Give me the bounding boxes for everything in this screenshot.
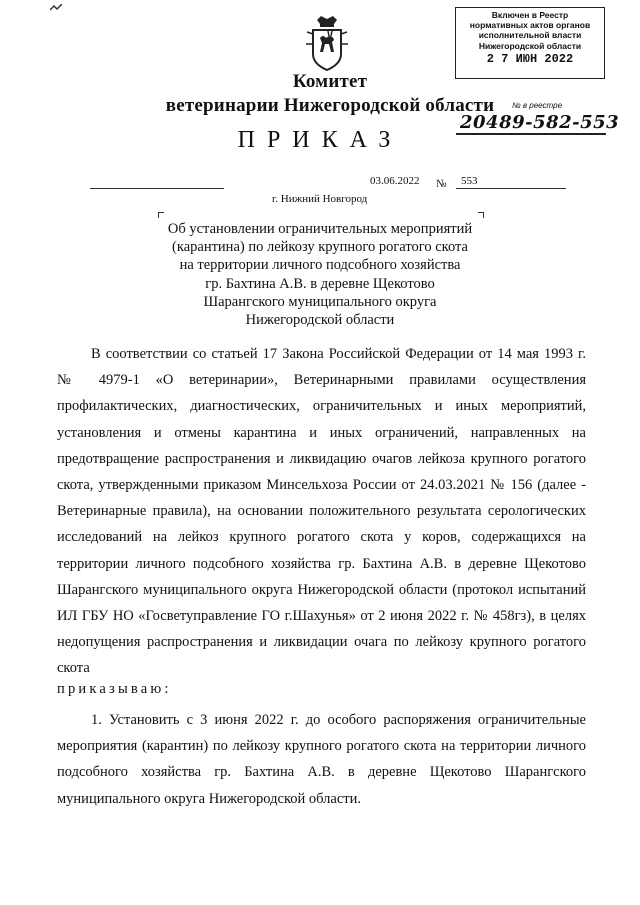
order-date: 03.06.2022 (370, 175, 420, 187)
organization-name-line-2: ветеринарии Нижегородской области (165, 95, 495, 116)
registry-stamp (455, 7, 605, 79)
registry-number-handwritten: 20489-582-553 (460, 112, 620, 133)
subject-corner-left (158, 212, 164, 218)
stamp-line-3: исполнительной власти (478, 30, 582, 41)
subject-line-5: Шарангского муниципального округа (203, 293, 437, 310)
coat-of-arms-emblem (301, 14, 353, 72)
order-number: 553 (461, 175, 478, 187)
number-rule (456, 188, 566, 189)
decree-word: приказываю: (57, 681, 172, 697)
stamp-date: 2 7 ИЮН 2022 (486, 51, 574, 66)
subject-line-3: на территории личного подсобного хозяйства (179, 257, 461, 274)
order-city: г. Нижний Новгород (272, 193, 368, 205)
order-number-sign: № (436, 178, 447, 190)
subject-line-6: Нижегородской области (245, 312, 395, 329)
subject-line-1: Об установлении ограничительных мероприятий (167, 221, 473, 237)
registry-number-label: № в реестре (512, 101, 563, 110)
stamp-line-2: нормативных актов органов (469, 20, 591, 31)
scan-mark (50, 4, 62, 12)
order-subject (160, 220, 480, 329)
organization-name-line-1: Комитет (292, 71, 368, 92)
subject-corner-right (478, 212, 484, 218)
clause-1: 1. Установить с 3 июня 2022 г. до особого распоряжения ограничительные мероприятия (карантин) по лейкозу крупного рогатого скота на территории личного подсобного хозяйства гр. Бахтина А.В. в деревне Щекотово Шарангского муниципального округа Нижегородской области. (57, 712, 586, 807)
document-title: ПРИКАЗ (237, 127, 403, 153)
preamble-paragraph: В соответствии со статьей 17 Закона Российской Федерации от 14 мая 1993 г. № 4979-1 «О ветеринарии», Ветеринарными правилами осуществления профилактических, диагностических, ограничительных и иных мероприятий, установления и отмены карантина и иных ограничений, направленных на предотвращение распространения и ликвидацию очагов лейкоза крупного рогатого скота, утвержденными приказом Минсельхоза России от 24.03.2021 № 156 (далее - Ветеринарные правила), на основании положительного результата серологических исследований на лейкоз крупного рогатого скота у коров, содержащихся на территории личного подсобного хозяйства гр. Бахтина А.В. в деревне Щекотово Шарангского муниципального округа Нижегородской области (протокол испытаний ИЛ ГБУ НО «Госветуправление ГО г.Шахунья» от 2 июня 2022 г. № 458гз), в целях недопущения распространения и ликвидации очага по лейкозу крупного рогатого скота (57, 346, 586, 677)
stamp-line-4: Нижегородской области (478, 40, 582, 51)
subject-line-2: (карантина) по лейкозу крупного рогатого скота (172, 239, 468, 256)
date-left-rule (90, 188, 224, 189)
subject-line-4: гр. Бахтина А.В. в деревне Щекотово (205, 275, 435, 292)
stamp-line-1: Включен в Реестр (491, 10, 569, 20)
